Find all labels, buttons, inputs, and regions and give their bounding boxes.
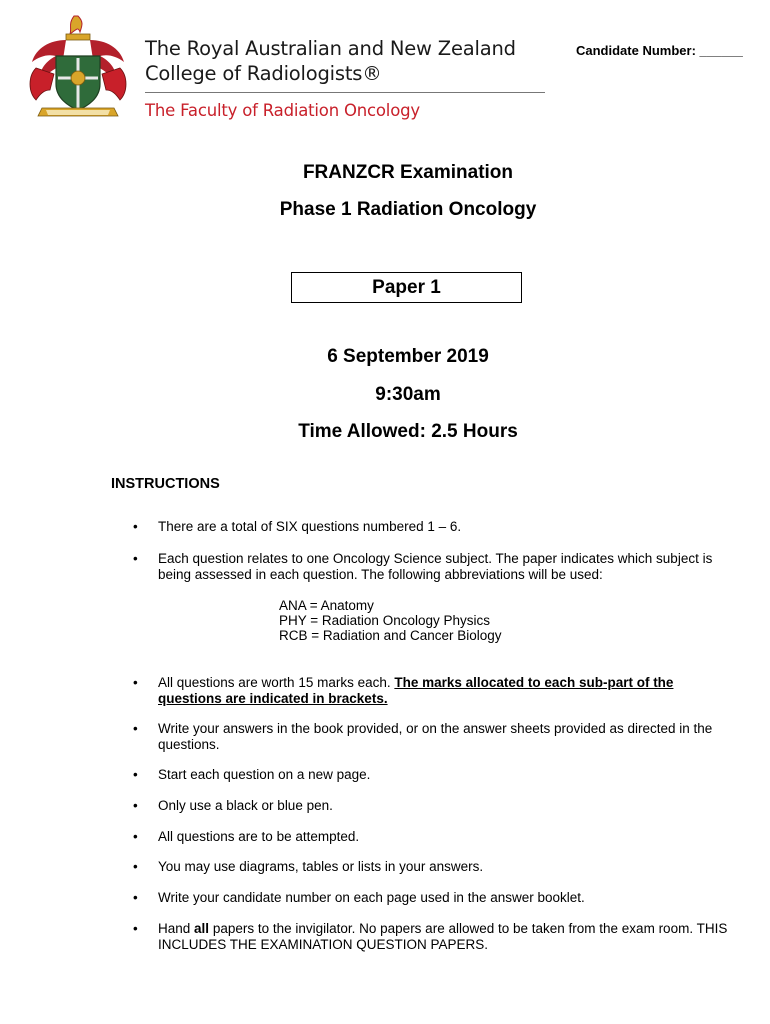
bullet-marker: • (133, 551, 138, 566)
instruction-item: Write your answers in the book provided, or on the answer sheets provided as directed in the questions. (158, 721, 713, 752)
bullet-marker: • (133, 921, 138, 936)
paper-number-box: Paper 1 (291, 272, 522, 303)
time-allowed: Time Allowed: 2.5 Hours (298, 421, 518, 442)
bullet-marker: • (133, 721, 138, 736)
college-name-line2: College of Radiologists® (145, 62, 382, 85)
hand-rest-text: papers to the invigilator. No papers are allowed to be taken from the exam room. THIS INCLUDES THE EXAMINATION QUESTION PAPERS. (158, 921, 728, 952)
hand-text: Hand (158, 921, 195, 936)
college-name-line1: The Royal Australian and New Zealand (145, 37, 516, 60)
header-divider (145, 92, 545, 93)
abbreviation-ana: ANA = Anatomy (279, 598, 374, 613)
instruction-item: Each question relates to one Oncology Science subject. The paper indicates which subject is being assessed in each question. The following abbreviations will be used: (158, 551, 713, 582)
exam-title: FRANZCR Examination (302, 162, 514, 183)
bullet-marker: • (133, 767, 138, 782)
instruction-item: Start each question on a new page. (158, 767, 371, 782)
abbreviation-phy: PHY = Radiation Oncology Physics (279, 613, 490, 628)
instructions-heading: INSTRUCTIONS (111, 476, 220, 492)
instruction-item: There are a total of SIX questions numbered 1 – 6. (158, 519, 462, 534)
candidate-number-field[interactable]: Candidate Number: ______ (576, 43, 743, 58)
instruction-item (158, 921, 738, 952)
bullet-marker: • (133, 519, 138, 534)
instruction-item: Only use a black or blue pen. (158, 798, 333, 813)
bullet-marker: • (133, 829, 138, 844)
bullet-marker: • (133, 798, 138, 813)
bullet-marker: • (133, 859, 138, 874)
exam-date: 6 September 2019 (327, 346, 489, 367)
instruction-item: All questions are to be attempted. (158, 829, 360, 844)
marks-allocation-note: The marks allocated to each sub-part of the questions are indicated in brackets. (158, 675, 674, 706)
bullet-marker: • (133, 675, 138, 690)
bullet-marker: • (133, 890, 138, 905)
exam-subject: Phase 1 Radiation Oncology (279, 199, 537, 220)
college-crest-logo (22, 14, 134, 122)
faculty-name: The Faculty of Radiation Oncology (145, 101, 420, 120)
instruction-item: You may use diagrams, tables or lists in your answers. (158, 859, 484, 874)
marks-worth-text: All questions are worth 15 marks each. (158, 675, 395, 690)
hand-all-bold: all (194, 921, 210, 936)
abbreviation-rcb: RCB = Radiation and Cancer Biology (279, 628, 502, 643)
instruction-item: Write your candidate number on each page used in the answer booklet. (158, 890, 585, 905)
exam-time: 9:30am (375, 384, 441, 405)
instruction-item (158, 675, 738, 706)
